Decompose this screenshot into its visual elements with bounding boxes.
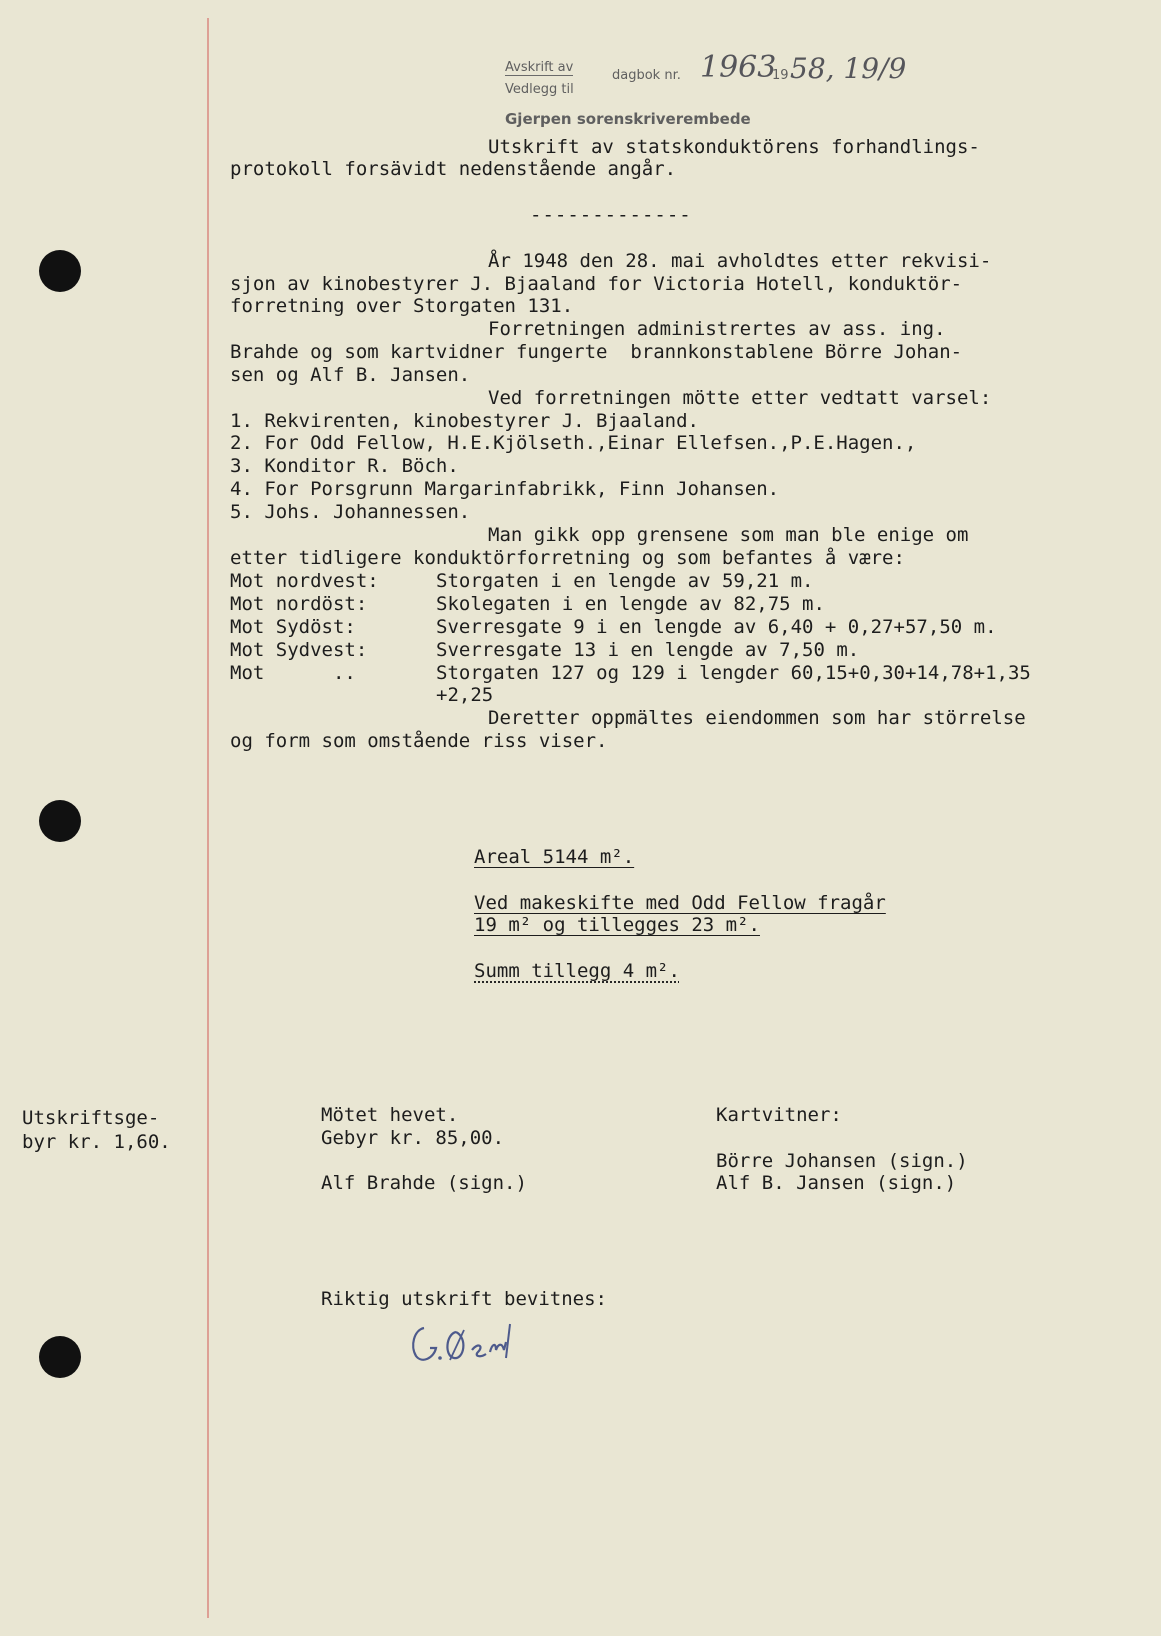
heading-line-1: Utskrift av statskonduktörens forhandlings- (488, 136, 980, 158)
body-line: forretning over Storgaten 131. (230, 295, 574, 317)
punch-hole (39, 250, 81, 292)
attendee-item: 1. Rekvirenten, kinobestyrer J. Bjaaland. (230, 410, 699, 432)
stamp-avskrift: Avskrift av (505, 60, 574, 75)
attendee-item: 3. Konditor R. Böch. (230, 455, 459, 477)
meeting-fee: Gebyr kr. 85,00. (321, 1127, 505, 1149)
margin-line (207, 18, 209, 1618)
meeting-closed: Mötet hevet. (321, 1104, 459, 1126)
witness-2: Alf B. Jansen (sign.) (716, 1172, 957, 1194)
exchange-line-2: 19 m² og tillegges 23 m². (474, 914, 760, 936)
attendee-item: 4. For Porsgrunn Margarinfabrikk, Finn Johansen. (230, 478, 780, 500)
punch-hole (39, 800, 81, 842)
heading-line-2: protokoll forsävidt nedenstående angår. (230, 158, 677, 180)
body-line: Brahde og som kartvidner fungerte brannkonstablene Börre Johan- (230, 341, 963, 363)
sum-addition: Summ tillegg 4 m². (474, 960, 680, 982)
witnesses-label: Kartvitner: (716, 1104, 842, 1126)
heading-separator: ------------- (530, 204, 692, 226)
stamp-dagbok-label: dagbok nr. (612, 68, 681, 83)
body-line: Ved forretningen mötte etter vedtatt varsel: (488, 387, 992, 409)
exchange-line-1: Ved makeskifte med Odd Fellow fragår (474, 892, 886, 914)
body-line: År 1948 den 28. mai avholdtes etter rekvisi- (488, 250, 992, 272)
boundary-description: Sverresgate 13 i en lengde av 7,50 m. (436, 639, 860, 661)
area-total: Areal 5144 m². (474, 846, 635, 868)
body-line: Man gikk opp grensene som man ble enige om (488, 524, 969, 546)
stamp-year-prefix: 19 (772, 68, 789, 83)
witness-1: Börre Johansen (sign.) (716, 1150, 968, 1172)
boundary-direction: Mot Sydvest: (230, 639, 368, 661)
boundary-direction: Mot Sydöst: (230, 616, 356, 638)
body-line: sen og Alf B. Jansen. (230, 364, 471, 386)
stamp-vedlegg: Vedlegg til (505, 82, 574, 97)
boundary-description: Storgaten 127 og 129 i lengder 60,15+0,30+14,78+1,35 (436, 662, 1031, 684)
boundary-description: Storgaten i en lengde av 59,21 m. (436, 570, 814, 592)
boundary-direction: Mot .. (230, 662, 356, 684)
boundary-direction: Mot nordöst: (230, 593, 368, 615)
body-line: Forretningen administrertes av ass. ing. (488, 318, 946, 340)
boundary-direction: Mot nordvest: (230, 570, 379, 592)
stamp-date: 58, 19/9 (790, 52, 907, 85)
body-line: etter tidligere konduktörforretning og som befantes å være: (230, 547, 905, 569)
fee-line-1: Utskriftsge- (22, 1107, 160, 1129)
attendee-item: 5. Johs. Johannessen. (230, 501, 471, 523)
meeting-signer: Alf Brahde (sign.) (321, 1172, 527, 1194)
certification-text: Riktig utskrift bevitnes: (321, 1288, 607, 1310)
body-line: sjon av kinobestyrer J. Bjaaland for Victoria Hotell, konduktör- (230, 273, 963, 295)
boundary-description: Sverresgate 9 i en lengde av 6,40 + 0,27+57,50 m. (436, 616, 997, 638)
boundary-description: +2,25 (436, 684, 494, 706)
closing-line: og form som omstående riss viser. (230, 730, 608, 752)
fee-line-2: byr kr. 1,60. (22, 1131, 171, 1153)
punch-hole (39, 1336, 81, 1378)
stamp-office: Gjerpen sorenskriverembede (505, 110, 751, 128)
stamp-dagbok-number: 1963 (700, 50, 777, 85)
attendee-item: 2. For Odd Fellow, H.E.Kjölseth.,Einar Ellefsen.,P.E.Hagen., (230, 432, 917, 454)
closing-line: Deretter oppmältes eiendommen som har störrelse (488, 707, 1026, 729)
handwritten-signature (406, 1312, 546, 1376)
boundary-description: Skolegaten i en lengde av 82,75 m. (436, 593, 825, 615)
